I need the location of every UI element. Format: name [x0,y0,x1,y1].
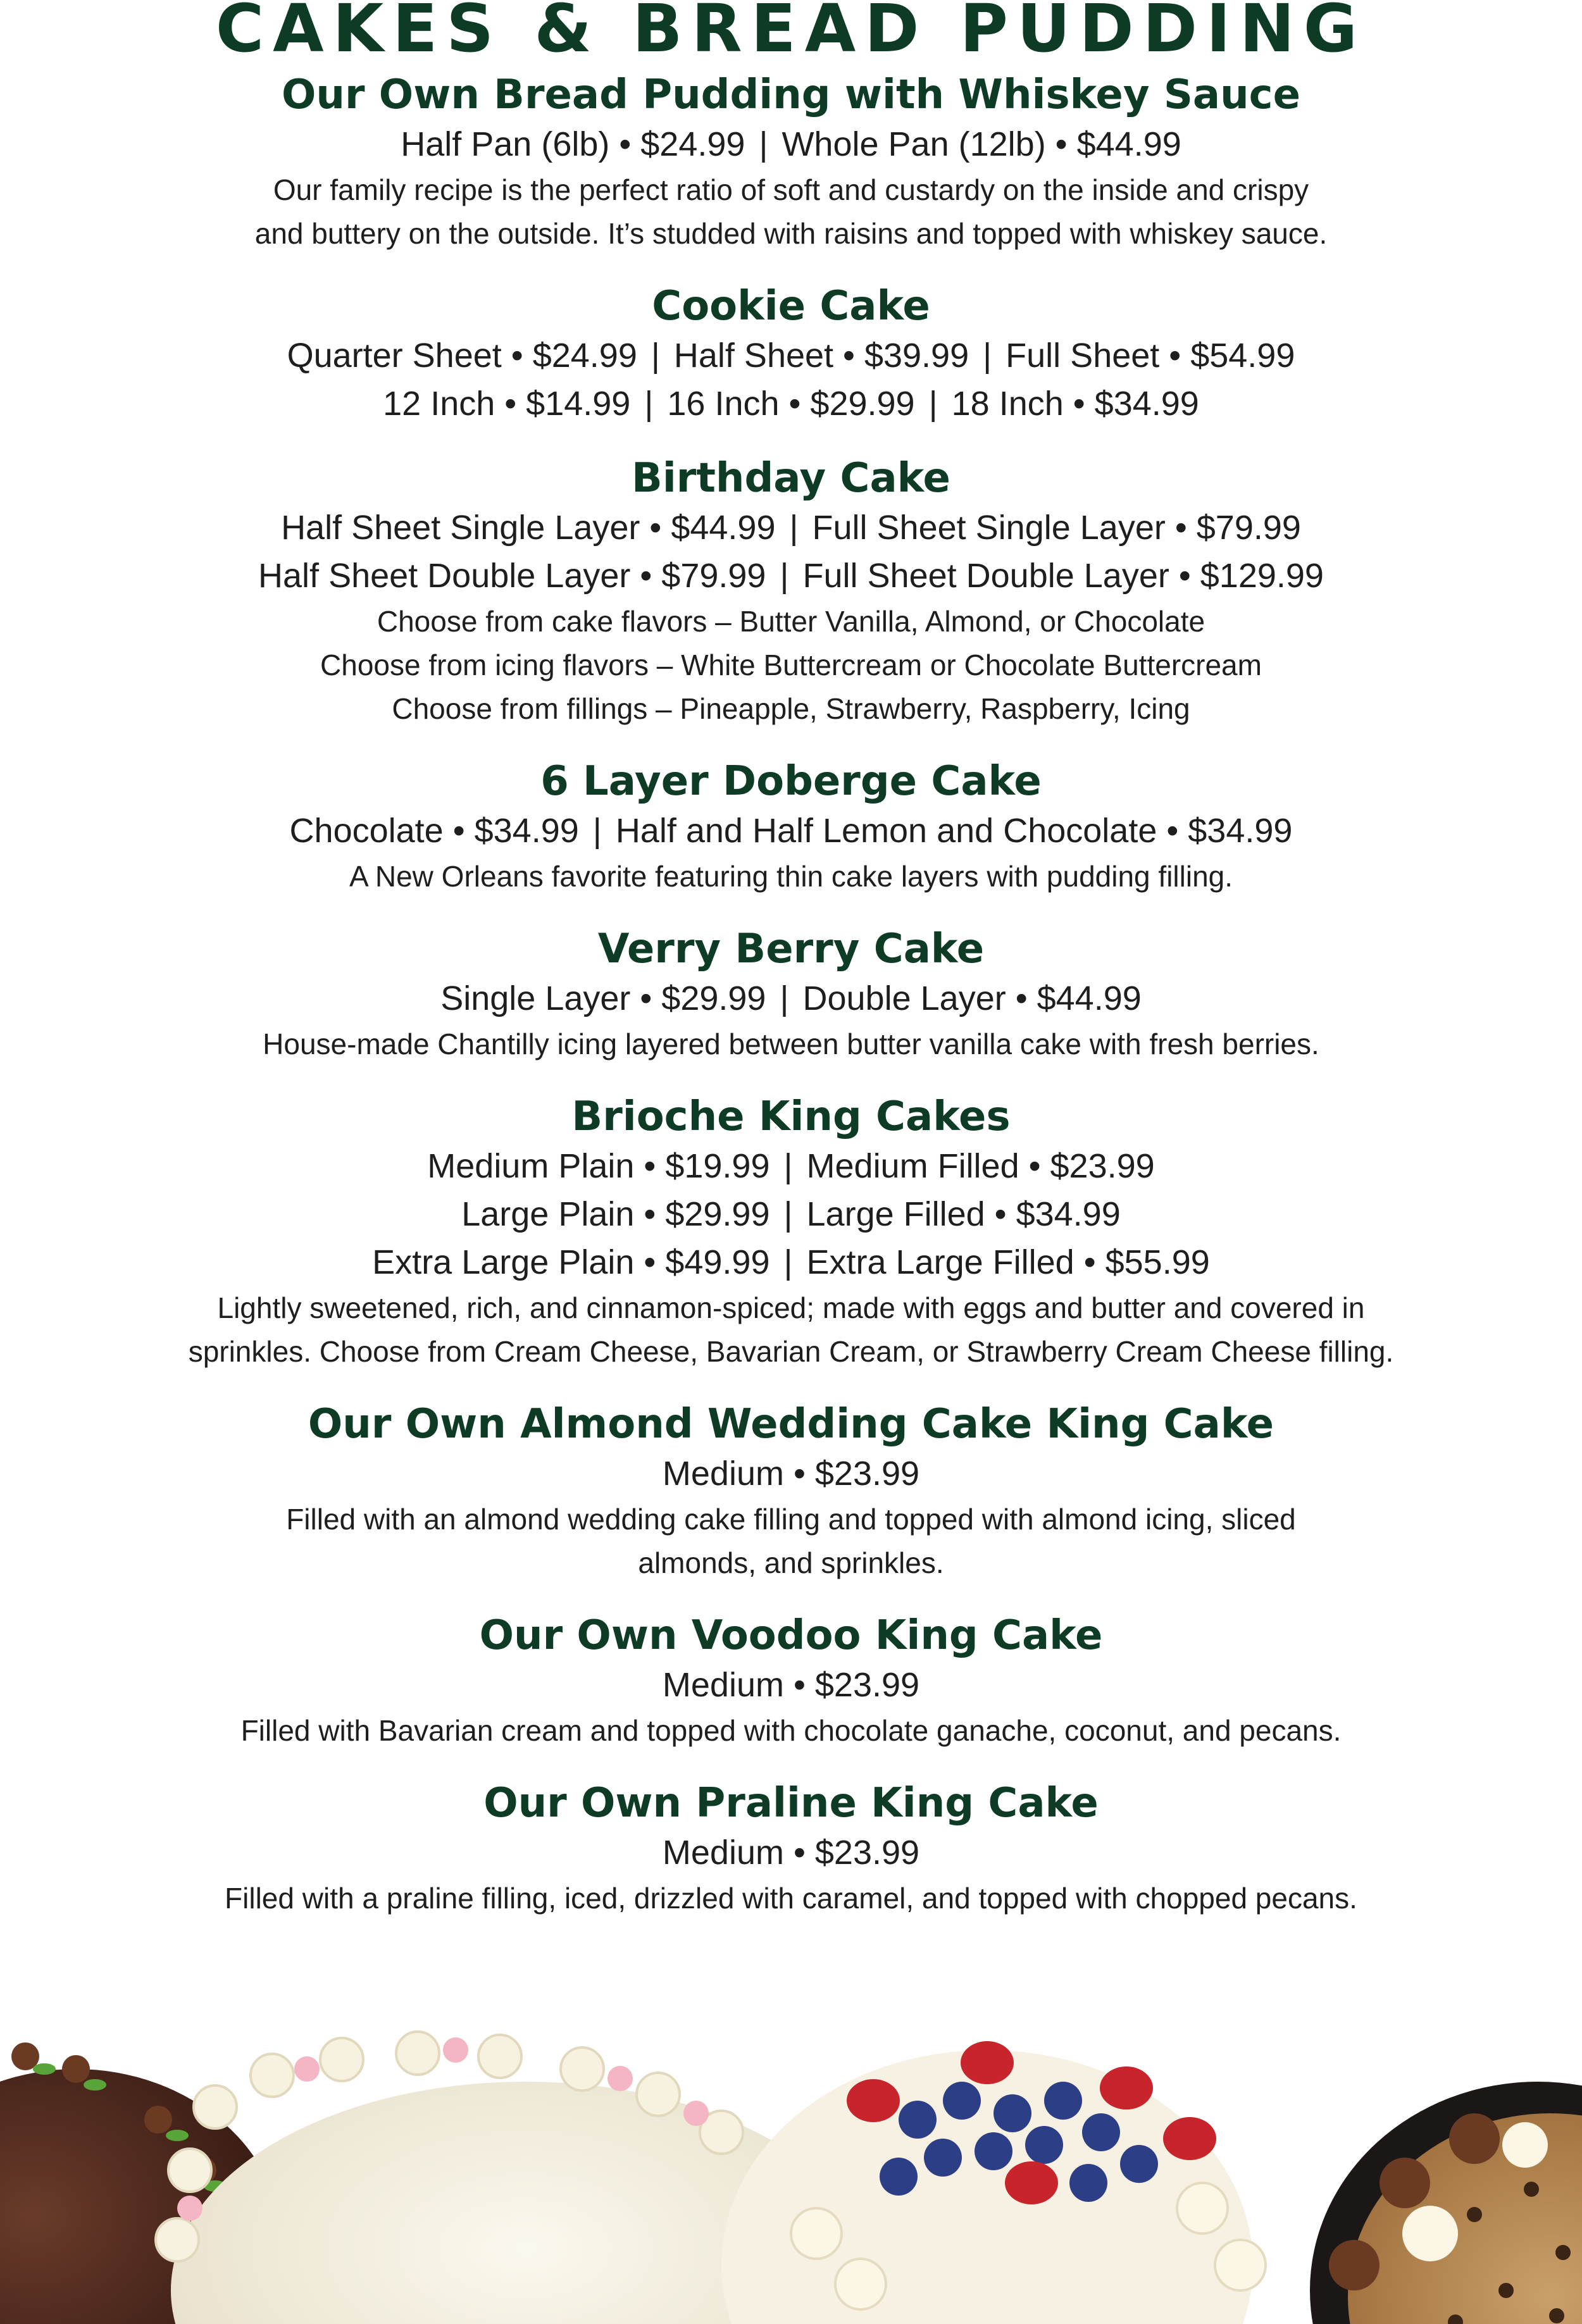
item-description: A New Orleans favorite featuring thin cake layers with pudding filling. [349,860,1233,893]
item-description: Choose from cake flavors – Butter Vanilla, Almond, or Chocolate [377,605,1205,638]
item-name: 6 Layer Doberge Cake [540,758,1042,805]
price-option: Half Sheet Single Layer • $44.99 [281,509,776,547]
item-description: and buttery on the outside. It’s studded with raisins and topped with whiskey sauce. [254,217,1328,250]
price-option: Double Layer • $44.99 [802,979,1142,1017]
price-option: Half and Half Lemon and Chocolate • $34.99 [615,812,1293,850]
price-option: Medium Plain • $19.99 [427,1147,770,1185]
item-description: sprinkles. Choose from Cream Cheese, Bavarian Cream, or Strawberry Cream Cheese filling. [188,1335,1394,1368]
item-description: Our family recipe is the perfect ratio of soft and custardy on the inside and crispy [273,173,1309,206]
price-line [287,332,1295,380]
price-option: 18 Inch • $34.99 [951,385,1199,423]
price-line [401,120,1181,168]
price-line [663,1661,919,1709]
item-description: Filled with an almond wedding cake filling and topped with almond icing, sliced [286,1503,1296,1536]
price-option: 12 Inch • $14.99 [383,385,631,423]
separator-bar: | [592,812,602,850]
item-name: Birthday Cake [632,455,950,502]
item-name: Our Own Bread Pudding with Whiskey Sauce [281,71,1300,118]
separator-bar: | [644,385,654,423]
page-title: CAKES & BREAD PUDDING [215,0,1367,67]
item-name: Our Own Almond Wedding Cake King Cake [308,1401,1274,1448]
separator-bar: | [783,1195,793,1233]
cakes-photo-strip [0,2025,1582,2324]
price-line [461,1190,1121,1238]
menu-item [189,70,1394,256]
menu-item [189,1091,1394,1374]
item-description: Choose from icing flavors – White Buttercream or Chocolate Buttercream [320,649,1262,681]
menu-item [189,1778,1394,1920]
item-description: Choose from fillings – Pineapple, Strawberry, Raspberry, Icing [392,692,1190,725]
berry-cake-image [721,2041,1266,2324]
item-name: Brioche King Cakes [571,1093,1011,1140]
item-name: Verry Berry Cake [597,926,985,972]
price-option: Chocolate • $34.99 [289,812,579,850]
price-line [663,1450,919,1498]
price-option: Medium • $23.99 [662,1666,920,1704]
separator-bar: | [928,385,938,423]
price-option: Medium • $23.99 [662,1834,920,1872]
item-description: Filled with Bavarian cream and topped with chocolate ganache, coconut, and pecans. [240,1714,1342,1747]
item-name: Our Own Voodoo King Cake [479,1612,1103,1659]
separator-bar: | [780,979,789,1017]
price-line [663,1829,919,1877]
price-line [372,1238,1210,1286]
price-option: Extra Large Filled • $55.99 [806,1243,1210,1281]
price-option: Medium Filled • $23.99 [806,1147,1155,1185]
item-description: Lightly sweetened, rich, and cinnamon-spiced; made with eggs and butter and covered in [217,1291,1365,1324]
separator-bar: | [651,337,660,375]
menu-item [189,1399,1394,1585]
item-name: Cookie Cake [652,283,930,330]
menu-item [189,924,1394,1066]
price-option: Half Pan (6lb) • $24.99 [401,125,745,163]
price-option: Whole Pan (12lb) • $44.99 [782,125,1181,163]
price-option: Medium • $23.99 [662,1455,920,1493]
separator-bar: | [983,337,992,375]
menu-items-list [189,63,1394,1920]
price-line [440,974,1142,1022]
price-option: Quarter Sheet • $24.99 [287,337,637,375]
separator-bar: | [789,509,799,547]
price-option: Large Filled • $34.99 [806,1195,1121,1233]
price-line [383,380,1199,428]
price-option: Large Plain • $29.99 [461,1195,770,1233]
menu-item [189,1610,1394,1753]
price-option: Full Sheet Double Layer • $129.99 [802,557,1324,595]
item-description: House-made Chantilly icing layered between butter vanilla cake with fresh berries. [263,1028,1319,1060]
item-description: almonds, and sprinkles. [638,1546,944,1579]
separator-bar: | [783,1243,793,1281]
item-name: Our Own Praline King Cake [483,1780,1099,1827]
price-option: Half Sheet Double Layer • $79.99 [258,557,766,595]
menu-item [189,453,1394,731]
price-line [290,807,1293,855]
separator-bar: | [780,557,789,595]
separator-bar: | [759,125,768,163]
price-line [427,1142,1154,1190]
price-line [281,504,1301,552]
cookie-cake-image [1310,2082,1582,2324]
price-line [258,552,1324,600]
menu-item [189,281,1394,428]
price-option: Single Layer • $29.99 [440,979,766,1017]
price-option: Full Sheet • $54.99 [1006,337,1295,375]
item-description: Filled with a praline filling, iced, drizzled with caramel, and topped with chopped pecans. [225,1882,1357,1915]
price-option: Full Sheet Single Layer • $79.99 [812,509,1301,547]
menu-item [189,756,1394,898]
price-option: 16 Inch • $29.99 [667,385,915,423]
price-option: Half Sheet • $39.99 [673,337,969,375]
price-option: Extra Large Plain • $49.99 [372,1243,770,1281]
separator-bar: | [783,1147,793,1185]
